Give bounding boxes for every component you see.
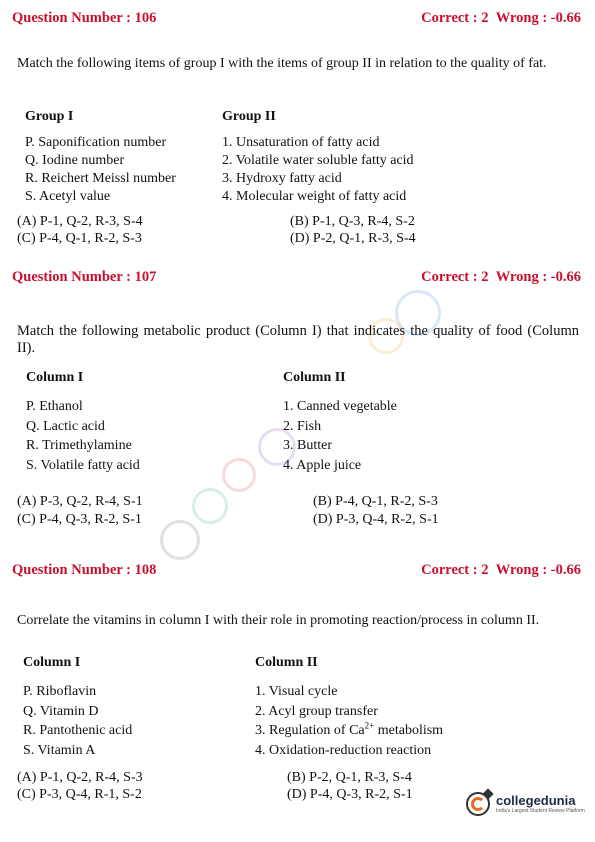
option-a[interactable]: (A) P-1, Q-2, R-4, S-3	[17, 770, 143, 785]
option-c[interactable]: (C) P-3, Q-4, R-1, S-2	[17, 787, 142, 802]
question-stem: Correlate the vitamins in column I with their role in promoting reaction/process in column II.	[17, 613, 540, 628]
option-d[interactable]: (D) P-3, Q-4, R-2, S-1	[313, 512, 439, 527]
list-item: 1. Canned vegetable	[283, 399, 397, 414]
column-1-heading: Column I	[23, 655, 81, 670]
column-1-list	[23, 682, 132, 760]
list-item	[255, 721, 443, 741]
list-item: 2. Volatile water soluble fatty acid	[222, 153, 414, 168]
correct-marks: Correct : 2	[421, 269, 489, 285]
wrong-marks: Wrong : -0.66	[495, 562, 581, 578]
logo-name: collegedunia	[496, 793, 576, 808]
question-number: Question Number : 108	[12, 562, 157, 578]
score-info	[421, 10, 581, 27]
option-d[interactable]: (D) P-4, Q-3, R-2, S-1	[287, 787, 413, 802]
watermark-emblem	[160, 520, 200, 560]
option-b[interactable]: (B) P-1, Q-3, R-4, S-2	[290, 214, 415, 229]
correct-marks: Correct : 2	[421, 10, 489, 26]
list-item: R. Trimethylamine	[26, 438, 132, 453]
column-1-heading: Group I	[25, 109, 74, 124]
superscript-charge: 2+	[364, 720, 375, 731]
list-item: S. Vitamin A	[23, 742, 96, 758]
question-header-107	[12, 269, 581, 286]
column-1-list	[26, 397, 140, 475]
score-info	[421, 562, 581, 579]
list-item: P. Ethanol	[26, 399, 83, 414]
option-b[interactable]: (B) P-2, Q-1, R-3, S-4	[287, 770, 412, 785]
list-item: 1. Unsaturation of fatty acid	[222, 135, 380, 150]
question-header-106	[12, 10, 581, 27]
wrong-marks: Wrong : -0.66	[495, 10, 581, 26]
option-a[interactable]: (A) P-1, Q-2, R-3, S-4	[17, 214, 143, 229]
collegedunia-logo-icon	[466, 792, 490, 816]
column-2-list	[255, 682, 443, 760]
list-item: Q. Vitamin D	[23, 703, 99, 719]
list-item: Q. Iodine number	[25, 153, 125, 168]
list-item: R. Reichert Meissl number	[25, 171, 176, 186]
wrong-marks: Wrong : -0.66	[495, 269, 581, 285]
watermark-emblem	[222, 458, 256, 492]
column-2-heading: Column II	[255, 655, 318, 670]
column-2-list	[283, 397, 397, 475]
list-item: 3. Hydroxy fatty acid	[222, 171, 342, 186]
list-item: 4. Oxidation-reduction reaction	[255, 742, 432, 758]
list-item: 2. Acyl group transfer	[255, 703, 378, 719]
list-item: 3. Butter	[283, 438, 332, 453]
list-item: P. Saponification number	[25, 135, 167, 150]
list-item: P. Riboflavin	[23, 684, 97, 699]
list-item: S. Acetyl value	[25, 189, 111, 204]
question-stem: Match the following metabolic product (Column I) that indicates the quality of food (Column II).	[17, 323, 579, 356]
logo-tagline: India's Largest Student Review Platform	[496, 808, 585, 814]
option-a[interactable]: (A) P-3, Q-2, R-4, S-1	[17, 494, 143, 509]
option-b[interactable]: (B) P-4, Q-1, R-2, S-3	[313, 494, 438, 509]
list-item: Q. Lactic acid	[26, 418, 105, 434]
list-item: S. Volatile fatty acid	[26, 457, 140, 473]
column-2-list	[222, 134, 414, 206]
collegedunia-logo	[466, 792, 585, 816]
option-c[interactable]: (C) P-4, Q-3, R-2, S-1	[17, 512, 142, 527]
correct-marks: Correct : 2	[421, 562, 489, 578]
question-stem: Match the following items of group I with the items of group II in relation to the quality of fat.	[17, 56, 547, 71]
list-item: 4. Molecular weight of fatty acid	[222, 189, 407, 204]
list-item: 4. Apple juice	[283, 457, 362, 473]
column-2-heading: Group II	[222, 109, 276, 124]
score-info	[421, 269, 581, 286]
logo-text	[496, 794, 585, 814]
list-item: 2. Fish	[283, 418, 322, 434]
question-header-108	[12, 562, 581, 579]
question-number: Question Number : 106	[12, 10, 157, 26]
list-item-suffix: metabolism	[374, 723, 444, 738]
option-d[interactable]: (D) P-2, Q-1, R-3, S-4	[290, 231, 416, 246]
column-2-heading: Column II	[283, 370, 346, 385]
option-c[interactable]: (C) P-4, Q-1, R-2, S-3	[17, 231, 142, 246]
column-1-list	[25, 134, 176, 206]
question-number: Question Number : 107	[12, 269, 157, 285]
watermark-emblem	[192, 488, 228, 524]
list-item: 1. Visual cycle	[255, 684, 338, 699]
column-1-heading: Column I	[26, 370, 84, 385]
list-item: R. Pantothenic acid	[23, 723, 133, 738]
list-item-text: 3. Regulation of Ca	[255, 723, 365, 738]
